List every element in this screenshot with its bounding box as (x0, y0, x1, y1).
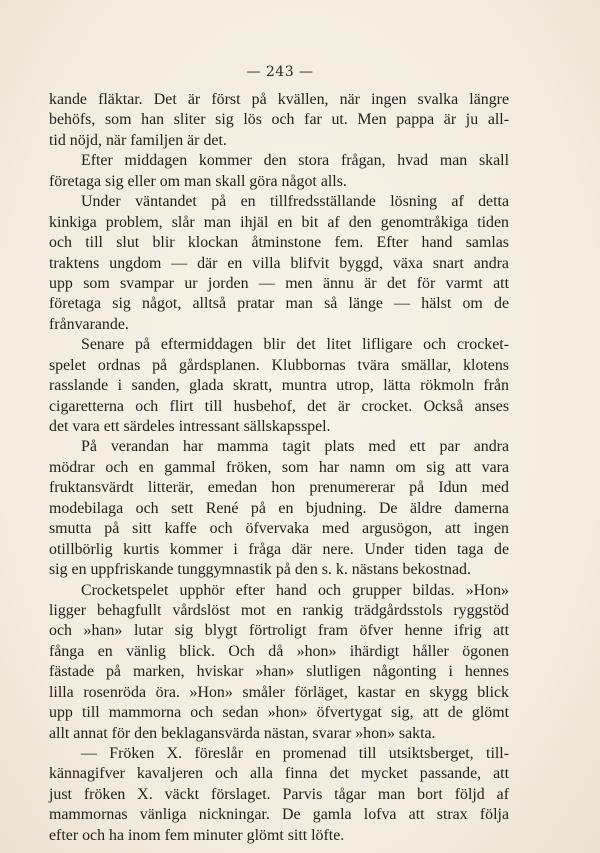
text-line: företaga sig eller om man skall göra något alls. (49, 172, 347, 190)
text-line: kande fläktar. Det är först på kvällen, när ingen svalka längre (49, 91, 509, 108)
text-line: fånga en vänlig blick. Och då »hon» ihärdigt håller ögonen (49, 642, 509, 660)
page-number: — 243 — (246, 64, 314, 80)
text-line: just fröken X. väckt förslaget. Parvis tågar man bort följd af (49, 785, 509, 803)
text-line: fruktansvärdt litterär, emedan hon prenumererar på Idun med (49, 479, 509, 497)
body-text (49, 90, 509, 846)
text-line: upp till mammorna och sedan »hon» öfvertygat sig, att de glömt (49, 704, 509, 722)
text-line: Crocketspelet upphör efter hand och grupper bildas. »Hon» (81, 581, 509, 599)
text-line: Under väntandet på en tillfredsställande lösning af detta (81, 193, 509, 211)
text-line: cigaretterna och flirt till husbehof, det är crocket. Också anses (49, 397, 509, 415)
text-line: mammornas vänliga nickningar. De gamla lofva att strax följa (49, 806, 509, 824)
text-line: mödrar och en gammal fröken, som har namn om sig att vara (49, 458, 509, 476)
text-line: det vara ett särdeles intressant sällskapsspel. (49, 418, 331, 435)
text-line: lilla rosenröda öra. »Hon» småler förläget, kastar en skygg blick (49, 683, 509, 701)
text-line: upp som svampar ur jorden — men ännu är det för varmt att (49, 274, 509, 292)
text-line: spelet ordnas på gårdsplanen. Klubbornas tvära smällar, klotens (49, 356, 509, 374)
text-line: På verandan har mamma tagit plats med ett par andra (81, 438, 509, 456)
text-line: Senare på eftermiddagen blir det litet lifligare och crocket- (81, 336, 509, 354)
text-line: rasslande i sanden, glada skratt, muntra utrop, lätta rökmoln från (49, 377, 509, 395)
text-line: allt annat för den beklagansvärda nästan, svarar »hon» sakta. (49, 724, 436, 742)
text-line: och till slut blir klockan åtminstone fem. Efter hand samlas (49, 234, 509, 252)
text-line: — Fröken X. föreslår en promenad till utsiktsberget, till- (81, 745, 509, 762)
text-line: sig en uppfriskande tunggymnastik på den s. k. nästans bekostnad. (49, 561, 471, 579)
text-line: tid nöjd, när familjen är det. (49, 131, 227, 149)
text-line: kännagifver kavaljeren och alla finna det mycket passande, att (49, 765, 509, 783)
text-line: Efter middagen kommer den stora frågan, hvad man skall (81, 152, 509, 170)
text-line: företaga sig något, alltså pratar man så länge — hälst om de (49, 295, 509, 313)
text-line: modebilaga och sett René på en bjudning. De äldre damerna (49, 499, 509, 517)
text-line: kinkiga problem, slår man ihjäl en bit af den genomtråkiga tiden (49, 213, 509, 231)
text-line: smutta på sitt kaffe och öfvervaka med argusögon, att ingen (49, 520, 509, 538)
text-line: traktens ungdom — där en villa blifvit byggd, växa snart andra (49, 254, 509, 272)
text-line: ligger behagfullt vårdslöst mot en rankig trädgårdsstols ryggstöd (49, 601, 509, 619)
text-line: efter och ha inom fem minuter glömt sitt löfte. (49, 826, 345, 844)
text-line: otillbörlig kurtis kommer i fråga där nere. Under tiden taga de (49, 540, 509, 558)
text-line: fästade på marken, hviskar »han» slutligen någonting i hennes (49, 663, 509, 681)
text-line: behöfs, som han sliter sig lös och far ut. Men pappa är ju all- (49, 111, 509, 129)
text-line: och »han» lutar sig blygt förtroligt fram öfver henne ifrig att (49, 622, 509, 640)
text-line: frånvarande. (49, 315, 129, 333)
